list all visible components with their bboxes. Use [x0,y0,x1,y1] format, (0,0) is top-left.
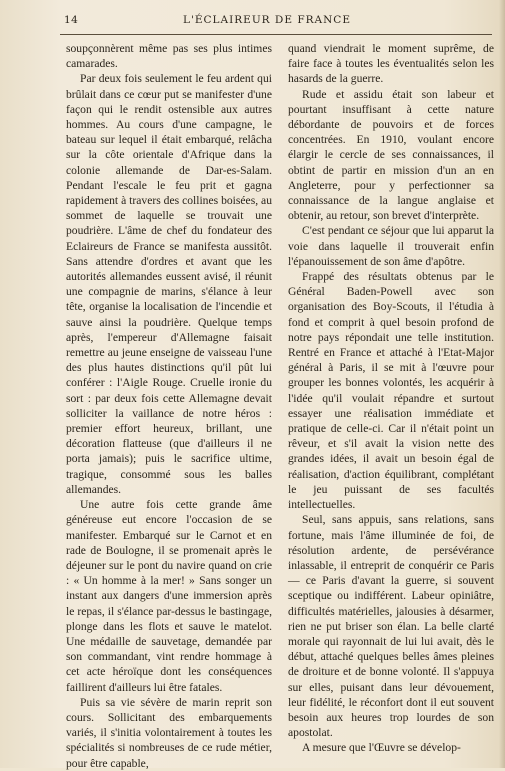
paragraph: A mesure que l'Œuvre se dévelop- [302,741,461,755]
paragraph: quand viendrait le moment suprême, de faire face à toutes les éventualités selon les hasards de la guerre. [288,42,494,86]
page-edge-shadow [499,0,505,768]
page-header [64,14,470,30]
paragraph: Puis sa vie sévère de marin reprit son cours. Sollicitant des embarquements variés, il s'initia volontairement à toutes les spécialités si nombreuses de ce rude métier, pour être capable, [66,695,272,770]
paragraph: Par deux fois seulement le feu ardent qui brûlait dans ce cœur put se manifester d'une façon qui le rendit ostensible aux autres hommes. Au cours d'une campagne, le bateau sur lequel il était embarqué, relâcha sur la côte orientale d'Afrique dans la colonie allemande de Dar-es-Salam. Pendant l'escale le feu prit et gagna rapidement à travers des collines boisées, au sommet de laquelle se trouvait une poudrière. L'âme de chef du fondateur des Eclaireurs de France se manifesta aussitôt. Sans attendre d'ordres et avant que les autorités allemandes eussent avisé, il réunit une compagnie de marins, s'élance à leur tête, organise la localisation de l'incendie et sauve ainsi la poudrière. Quelque temps après, l'empereur d'Allemagne faisait remettre au jeune enseigne de vaisseau l'une des plus hautes distinctions qu'il pût lui conférer : l'Aigle Rouge. Cruelle ironie du sort : par deux fois cette Allemagne devait solliciter la vaillance de notre héros : premier effort heureux, brillant, une décoration flatteuse (que d'ailleurs il ne porta jamais); puis le sacrifice ultime, tragique, consommé sous les balles allemandes. [66,72,272,496]
left-column [66,41,272,771]
paragraph: C'est pendant ce séjour que lui apparut la voie dans laquelle il trouverait enfin l'épanouissement de son âme d'apôtre. [288,224,494,268]
paragraph: Rude et assidu était son labeur et pourtant insuffisant à cette nature débordante de pouvoirs et de forces concentrées. En 1910, voulant encore élargir le cercle de ses connaissances, il obtint de partir en mission d'un an en Angleterre, pour y perfectionner sa connaissance de la langue anglaise et obtenir, au retour, son brevet d'interprète. [288,87,494,223]
page-number: 14 [64,14,79,26]
paragraph: Frappé des résultats obtenus par le Général Baden-Powell avec son organisation des Boy-Scouts, il l'étudia à fond et comprit à quel besoin profond de notre pays répondait une telle institution. Rentré en France et attaché à l'Etat-Major général à Paris, il se mit à l'œuvre pour grouper les bonnes volontés, les acquérir à l'idée qu'il voulait répandre et surtout essayer une réalisation immédiate et pratique de celle-ci. Car il n'était point un rêveur, et s'il avait la vision nette des grandes idées, il avait un besoin égal de réalisation, d'action équilibrant, complétant le jeu puissant de ses facultés intellectuelles. [288,270,494,512]
running-title: L'ÉCLAIREUR DE FRANCE [182,14,351,26]
paragraph: Une autre fois cette grande âme généreuse eut encore l'occasion de se manifester. Embarqué sur le Carnot et en rade de Boulogne, il se promenait après le déjeuner sur le pont du navire quand on crie : « Un homme à la mer! » Sans songer un instant aux dangers d'une immersion après le repas, il s'élance par-dessus le bastingage, plonge dans les flots et sauve le matelot. Une médaille de sauvetage, demandée par son commandant, vint rendre hommage à cet acte héroïque dont les conséquences faillirent d'ailleurs lui être fatales. [66,498,272,694]
header-rule [60,34,492,35]
paragraph: soupçonnèrent même pas ses plus intimes camarades. [66,42,272,71]
right-column [288,41,494,756]
paragraph: Seul, sans appuis, sans relations, sans fortune, mais l'âme illuminée de foi, de résolution ardente, de persévérance inlassable, il entreprit de conquérir ce Paris — ce Paris d'avant la guerre, si souvent sceptique ou indifférent. Labeur opiniâtre, difficultés matérielles, jalousies à désarmer, rien ne put briser son élan. La belle clarté morale qui rayonnait de lui lui avait, dès le début, attaché quelques belles âmes pleines de droiture et de bonne volonté. Il s'appuya sur elles, puisant dans leur dévouement, leur fidélité, le réconfort dont il eut souvent besoin aux heures trop lourdes de son apostolat. [288,513,494,740]
